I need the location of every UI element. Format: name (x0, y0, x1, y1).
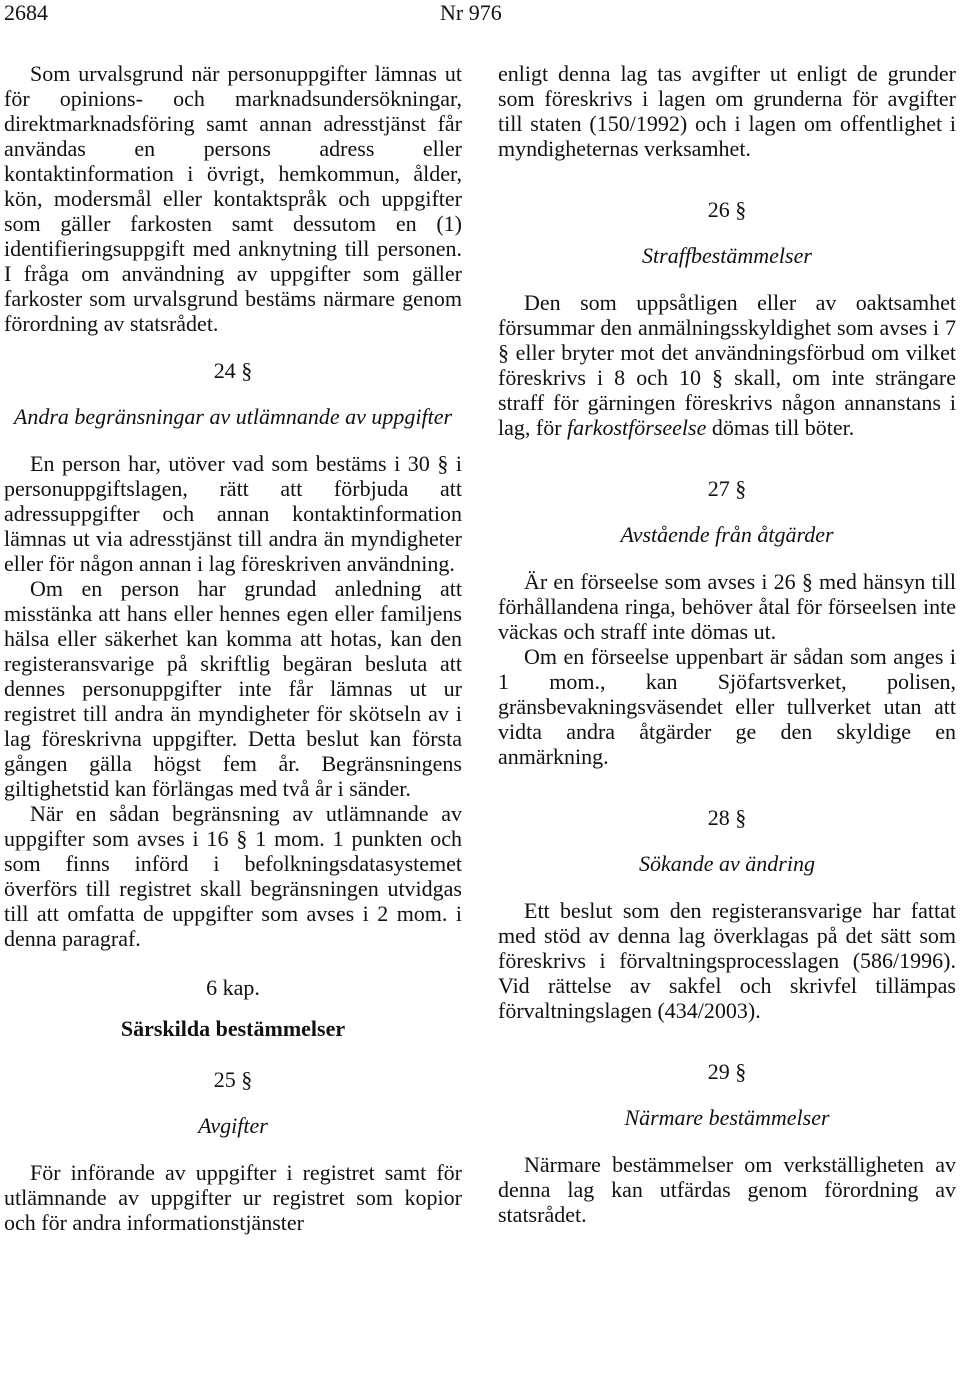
section-26-paragraph-1 (498, 290, 956, 440)
section-29-heading: Närmare bestämmelser (624, 1105, 830, 1130)
section-27-paragraph-1: Är en förseelse som avses i 26 § med hänsyn till förhållandena ringa, behöver åtal för förseelsen inte väckas och straff inte dömas ut. (498, 569, 956, 644)
section-29-paragraph-1: Närmare bestämmelser om verkställigheten av denna lag kan utfärdas genom förordning av statsrådet. (498, 1152, 956, 1227)
section-29-number: 29 § (707, 1059, 747, 1084)
section-28-number: 28 § (707, 805, 747, 830)
section-24-number: 24 § (213, 358, 253, 383)
section-27-heading: Avstående från åtgärder (620, 522, 834, 547)
section-24-heading: Andra begränsningar av utlämnande av uppgifter (13, 404, 453, 429)
section-28-paragraph-1: Ett beslut som den registeransvarige har fattat med stöd av denna lag överklagas på det sätt som föreskrivs i förvaltningsprocesslagen (586/1996). Vid rättelse av sakfel och skrivfel tillämpas förvaltningslagen (434/2003). (498, 898, 956, 1023)
section-27-number: 27 § (707, 476, 747, 501)
issue-number: Nr 976 (440, 0, 502, 25)
chapter-title: Särskilda bestämmelser (120, 1016, 346, 1041)
section-28-heading: Sökande av ändring (639, 851, 815, 876)
left-column (4, 61, 462, 1235)
intro-paragraph: Som urvalsgrund när personuppgifter lämnas ut för opinions- och marknadsundersökningar, direktmarknadsföring samt annan adresstjänst får användas en persons adress eller kontaktinformation i övrigt, hemkommun, ålder, kön, modersmål eller kontaktspråk och uppgifter som gäller farkosten samt dessutom en (1) identifieringsuppgift med anknytning till personen. I fråga om användning av uppgifter som gäller farkoster som urvalsgrund bestäms närmare genom förordning av statsrådet. (4, 61, 462, 336)
section-25-continuation: enligt denna lag tas avgifter ut enligt de grunder som föreskrivs i lagen om grunderna för avgifter till staten (150/1992) och i lagen om offentlighet i myndigheternas verksamhet. (498, 61, 956, 161)
section-24-paragraph-2: Om en person har grundad anledning att misstänka att hans eller hennes egen eller familjens hälsa eller säkerhet kan komma att hotas, kan den registeransvarige på skriftlig begäran besluta att dennes personuppgifter inte får lämnas ut ur registret till andra än myndigheter för skötseln av i lag föreskrivna uppgifter. Detta beslut kan första gången gälla högst fem år. Begränsningens giltighetstid kan förlängas med två år i sänder. (4, 576, 462, 801)
chapter-number: 6 kap. (206, 975, 260, 1000)
page-number: 2684 (4, 0, 48, 25)
section-26-heading: Straffbestämmelser (642, 243, 812, 268)
section-25-number: 25 § (213, 1067, 253, 1092)
section-26-text-em: farkostförseelse (567, 415, 707, 440)
section-25-heading: Avgifter (198, 1113, 268, 1138)
section-26-number: 26 § (707, 197, 747, 222)
right-column (498, 61, 956, 1227)
page-header (0, 0, 960, 30)
section-25-paragraph-1: För införande av uppgifter i registret samt för utlämnande av uppgifter ur registret som kopior och för andra informationstjänster (4, 1160, 462, 1235)
section-24-paragraph-3: När en sådan begränsning av utlämnande av uppgifter som avses i 16 § 1 mom. 1 punkten och som finns införd i befolkningsdatasystemet överförs till registret skall begränsningen utvidgas till att omfatta de uppgifter som avses i 2 mom. i denna paragraf. (4, 801, 462, 951)
section-26-text-b: dömas till böter. (706, 415, 855, 440)
section-26-text-a: Den som uppsåtligen eller av oaktsamhet försummar den anmälningsskyldighet som avses i 7 § eller bryter mot det användningsförbud om vilket föreskrivs i 8 och 10 § skall, om inte strängare straff för gärningen föreskrivs någon annanstans i lag, för (498, 290, 956, 440)
section-24-paragraph-1: En person har, utöver vad som bestäms i 30 § i personuppgiftslagen, rätt att förbjuda att adressuppgifter och annan kontaktinformation lämnas ut via adresstjänst till andra än myndigheter eller för någon annan i lag föreskriven användning. (4, 451, 462, 576)
section-27-paragraph-2: Om en förseelse uppenbart är sådan som anges i 1 mom., kan Sjöfartsverket, polisen, gränsbevakningsväsendet eller tullverket utan att vidta andra åtgärder ge den skyldige en anmärkning. (498, 644, 956, 769)
